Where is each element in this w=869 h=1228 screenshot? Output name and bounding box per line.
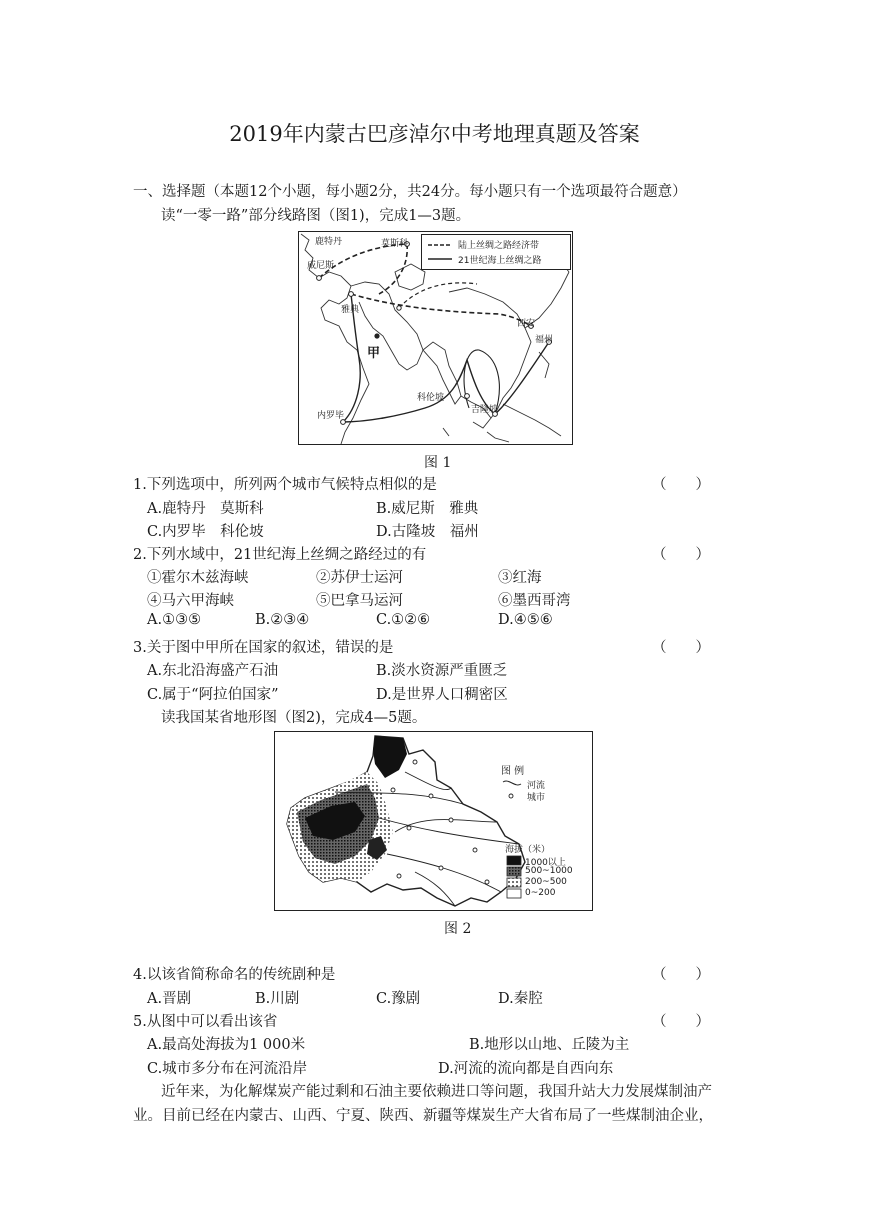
label-moscow: 莫斯科: [381, 239, 409, 249]
q4-option-d: D.秦腔: [498, 991, 543, 1007]
q2-option-c: C.①②⑥: [376, 612, 431, 628]
fig2-legend-title: 图 例: [501, 766, 525, 777]
q3-answer-blank: （ ）: [652, 640, 710, 656]
q1-option-b: B.威尼斯 雅典: [376, 501, 479, 517]
fig2-elev-1: 1000以上: [525, 858, 566, 868]
q2-answer-blank: （ ）: [652, 547, 710, 563]
legend-sea-route: 21世纪海上丝绸之路: [458, 256, 542, 266]
fig2-elev-3: 200~500: [525, 877, 567, 887]
intro-fig2: 读我国某省地形图（图2)，完成4—5题。: [161, 710, 427, 726]
q1-option-c: C.内罗毕 科伦坡: [147, 524, 264, 540]
q4-answer-blank: （ ）: [652, 967, 710, 983]
q5-option-c: C.城市多分布在河流沿岸: [147, 1061, 308, 1077]
label-rotterdam: 鹿特丹: [315, 237, 343, 247]
q2-item-6: ⑥墨西哥湾: [498, 593, 571, 609]
legend-land-route: 陆上丝绸之路经济带: [458, 241, 540, 251]
q2-option-a: A.①③⑤: [147, 612, 202, 628]
q2-item-2: ②苏伊士运河: [316, 570, 403, 586]
figure-1-caption: 图 1: [424, 455, 452, 471]
intro-fig1: 读“一零一路”部分线路图（图1)，完成1—3题。: [161, 208, 471, 224]
label-kuala: 吉隆坡: [471, 405, 499, 415]
paragraph-line-1: 近年来，为化解煤炭产能过剩和石油主要依赖进口等问题，我国升站大力发展煤制油产: [161, 1084, 712, 1100]
q3-option-a: A.东北沿海盛产石油: [147, 663, 279, 679]
fig1-legend: [421, 234, 571, 270]
q4-option-c: C.豫剧: [376, 991, 421, 1007]
q5-option-a: A.最高处海拔为1 000米: [147, 1037, 306, 1053]
q1-option-a: A.鹿特丹 莫斯科: [147, 501, 264, 517]
q3-option-c: C.属于“阿拉伯国家”: [147, 687, 279, 703]
label-fuzhou: 福州: [535, 335, 554, 345]
fig2-elev-2: 500~1000: [525, 866, 573, 876]
label-jia: 甲: [367, 346, 381, 361]
figure-2-map: [274, 731, 593, 911]
page-title: 2019年内蒙古巴彦淖尔中考地理真题及答案: [229, 122, 640, 146]
q2-item-4: ④马六甲海峡: [147, 593, 234, 609]
q1-answer-blank: （ ）: [652, 477, 710, 493]
label-colombo: 科伦坡: [417, 393, 445, 403]
figure-2-caption: 图 2: [444, 921, 472, 937]
fig2-elev-4: 0~200: [525, 888, 556, 898]
label-nairobi: 内罗毕: [317, 411, 345, 421]
q3-option-b: B.淡水资源严重匮乏: [376, 663, 508, 679]
q5-stem: 5.从图中可以看出该省: [133, 1014, 278, 1030]
paragraph-line-2: 业。目前已经在内蒙古、山西、宁夏、陕西、新疆等煤炭生产大省布局了一些煤制油企业，: [133, 1108, 713, 1124]
q2-item-1: ①霍尔木兹海峡: [147, 570, 249, 586]
q3-option-d: D.是世界人口稠密区: [376, 687, 508, 703]
label-xian: 西安: [517, 319, 536, 329]
q2-stem: 2.下列水域中，21世纪海上丝绸之路经过的有: [133, 547, 427, 563]
legend-line-icons: [426, 235, 454, 269]
q4-option-b: B.川剧: [255, 991, 300, 1007]
q2-item-5: ⑤巴拿马运河: [316, 593, 403, 609]
q5-option-b: B.地形以山地、丘陵为主: [469, 1037, 630, 1053]
q3-stem: 3.关于图中甲所在国家的叙述，错误的是: [133, 640, 394, 656]
fig2-elev-title: 海拔（米）: [505, 845, 551, 855]
q5-answer-blank: （ ）: [652, 1014, 710, 1030]
label-venice: 威尼斯: [307, 261, 335, 271]
q5-option-d: D.河流的流向都是自西向东: [438, 1061, 614, 1077]
q1-option-d: D.古隆坡 福州: [376, 524, 479, 540]
section-heading: 一、选择题（本题12个小题，每小题2分，共24分。每小题只有一个选项最符合题意）: [133, 184, 687, 200]
q2-option-d: D.④⑤⑥: [498, 612, 553, 628]
q4-stem: 4.以该省简称命名的传统剧种是: [133, 967, 336, 983]
figure-1-map: [298, 231, 573, 445]
fig2-legend-river: 河流: [527, 781, 546, 791]
q1-stem: 1.下列选项中，所列两个城市气候特点相似的是: [133, 477, 437, 493]
q2-item-3: ③红海: [498, 570, 542, 586]
label-athens: 雅典: [341, 305, 360, 315]
fig2-legend-city: 城市: [527, 793, 546, 803]
q4-option-a: A.晋剧: [147, 991, 192, 1007]
q2-option-b: B.②③④: [255, 612, 310, 628]
